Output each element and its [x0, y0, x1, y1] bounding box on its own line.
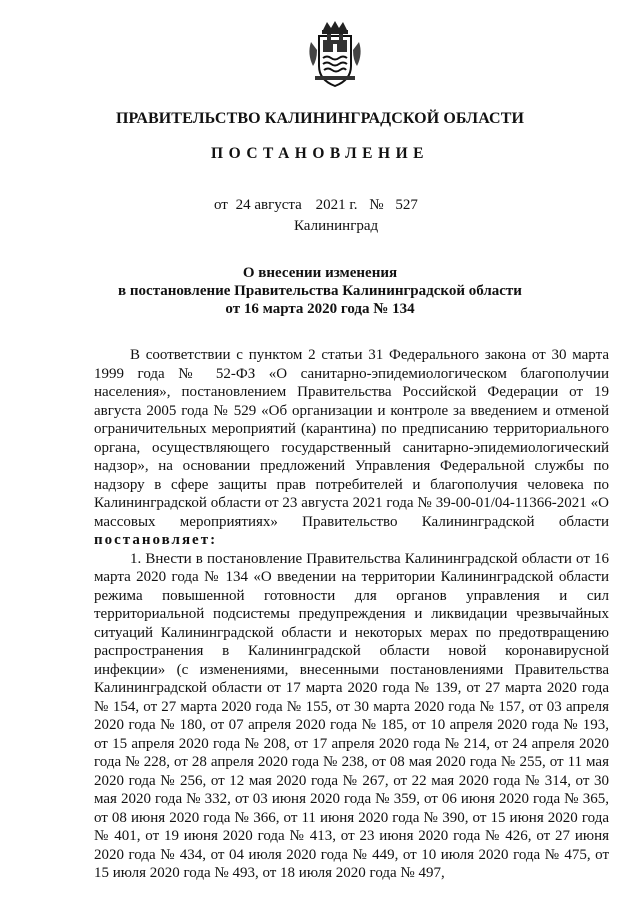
preamble-text: В соответствии с пунктом 2 статьи 31 Федерального закона от 30 марта 1999 года № 52-ФЗ «О санитарно-эпидемиологическом благополучии населения», постановлением Правительства Российской Федерации от 19 августа 2005 года № 529 «Об организации и контроле за введением и отменой ограничительных мероприятий (карантина) по предписанию территориального органа, осуществляющего государственный санитарно-эпидемиологический надзор», на основании предложений Управления Федеральной службы по надзору в сфере защиты прав потребителей и благополучия человека по Калининградской области от 23 августа 2021 года № 39-00-01/04-11366-2021 «О массовых мероприятиях» Правительство Калининградской области [94, 347, 609, 530]
subject-line: от 16 марта 2020 года № 134 [225, 301, 415, 317]
date-prefix: от [214, 197, 228, 213]
document-date: 24 августа [235, 197, 302, 213]
document-date-number [214, 197, 418, 214]
clause-paragraph: 1. Внести в постановление Правительства Калининградской области от 16 марта 2020 года № 134 «О введении на территории Калининградской области режима повышенной готовности для органов управления и сил территориальной подсистемы предупреждения и ликвидации чрезвычайных ситуаций Калининградской области и некоторых мерах по предотвращению распространения в Калининградской области новой коронавирусной инфекции» (с изменениями, внесенными постановлениями Правительства Калининградской области от 17 марта 2020 года № 139, от 27 марта 2020 года № 154, от 27 марта 2020 года № 155, от 30 марта 2020 года № 157, от 03 апреля 2020 года № 180, от 07 апреля 2020 года № 185, от 10 апреля 2020 года № 193, от 15 апреля 2020 года № 208, от 17 апреля 2020 года № 214, от 24 апреля 2020 года № 228, от 28 апреля 2020 года № 238, от 08 мая 2020 года № 255, от 11 мая 2020 года № 256, от 12 мая 2020 года № 267, от 22 мая 2020 года № 314, от 30 мая 2020 года № 332, от 03 июня 2020 года № 359, от 06 июня 2020 года № 365, от 08 июня 2020 года № 366, от 11 июня 2020 года № 390, от 15 июня 2020 года № 401, от 19 июня 2020 года № 413, от 23 июня 2020 года № 426, от 27 июня 2020 года № 434, от 04 июля 2020 года № 449, от 10 июля 2020 года № 475, от 15 июля 2020 года № 493, от 18 июля 2020 года № 497, [94, 550, 609, 881]
subject-line: О внесении изменения [242, 265, 398, 281]
document-number: 527 [395, 197, 418, 213]
coat-of-arms-icon [305, 20, 365, 90]
document-year: 2021 г. [315, 197, 358, 213]
resolves-keyword: постановляет: [94, 532, 218, 548]
subject-line: в постановление Правительства Калининградской области [118, 283, 522, 299]
number-sign: № [369, 197, 384, 213]
government-title: ПРАВИТЕЛЬСТВО КАЛИНИНГРАДСКОЙ ОБЛАСТИ [115, 110, 525, 127]
document-subject [0, 264, 640, 318]
preamble-paragraph [94, 346, 609, 550]
document-body [94, 346, 609, 883]
document-city: Калининград [294, 218, 379, 234]
document-type: ПОСТАНОВЛЕНИЕ [211, 145, 429, 162]
